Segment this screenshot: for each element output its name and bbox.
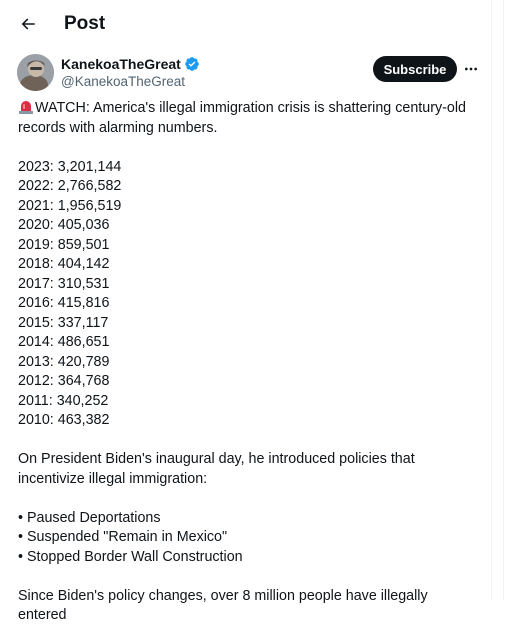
post-header [0,0,491,48]
arrow-left-icon [19,15,37,33]
bullet-item: • Suspended "Remain in Mexico" [18,529,228,545]
author-names [61,55,200,91]
stat-line: 2023: 3,201,144 [18,158,122,175]
bullet-item: • Stopped Border Wall Construction [18,548,243,565]
stat-line: 2015: 337,117 [18,314,109,331]
display-name[interactable]: KanekoaTheGreat [61,56,181,72]
tweet-intro: WATCH: America's illegal immigration crisis is shattering century-old records with alarming numbers. [18,100,466,136]
stat-line: 2020: 405,036 [18,217,110,233]
verified-badge-icon [184,56,200,72]
stat-line: 2013: 420,789 [18,353,110,370]
bullet-item: • Paused Deportations [18,509,161,526]
avatar[interactable] [17,54,54,91]
closing-text: Since Biden's policy changes, over 8 million people have illegally entered [18,587,428,623]
stat-line: 2021: 1,956,519 [18,197,122,214]
subscribe-button[interactable]: Subscribe [373,56,457,82]
more-options-button[interactable] [459,56,483,82]
stat-line: 2010: 463,382 [18,412,110,428]
author-row [17,54,482,94]
stat-line: 2018: 404,142 [18,256,110,272]
back-button[interactable] [12,8,44,40]
stat-line: 2019: 859,501 [18,236,110,253]
author-handle[interactable]: @KanekoaTheGreat [61,74,186,89]
stat-line: 2014: 486,651 [18,334,110,350]
stat-line: 2011: 340,252 [18,392,109,409]
page-title: Post [64,13,106,34]
more-horizontal-icon [463,61,479,77]
siren-emoji-icon [18,98,34,114]
tweet-text [18,98,480,626]
stat-line: 2022: 2,766,582 [18,178,122,194]
stat-line: 2017: 310,531 [18,275,110,292]
stat-line: 2012: 364,768 [18,373,110,389]
policies-intro: On President Biden's inaugural day, he introduced policies that incentivize illegal immigration: [18,451,415,487]
sidebar-edge [503,0,519,600]
stat-line: 2016: 415,816 [18,295,110,311]
